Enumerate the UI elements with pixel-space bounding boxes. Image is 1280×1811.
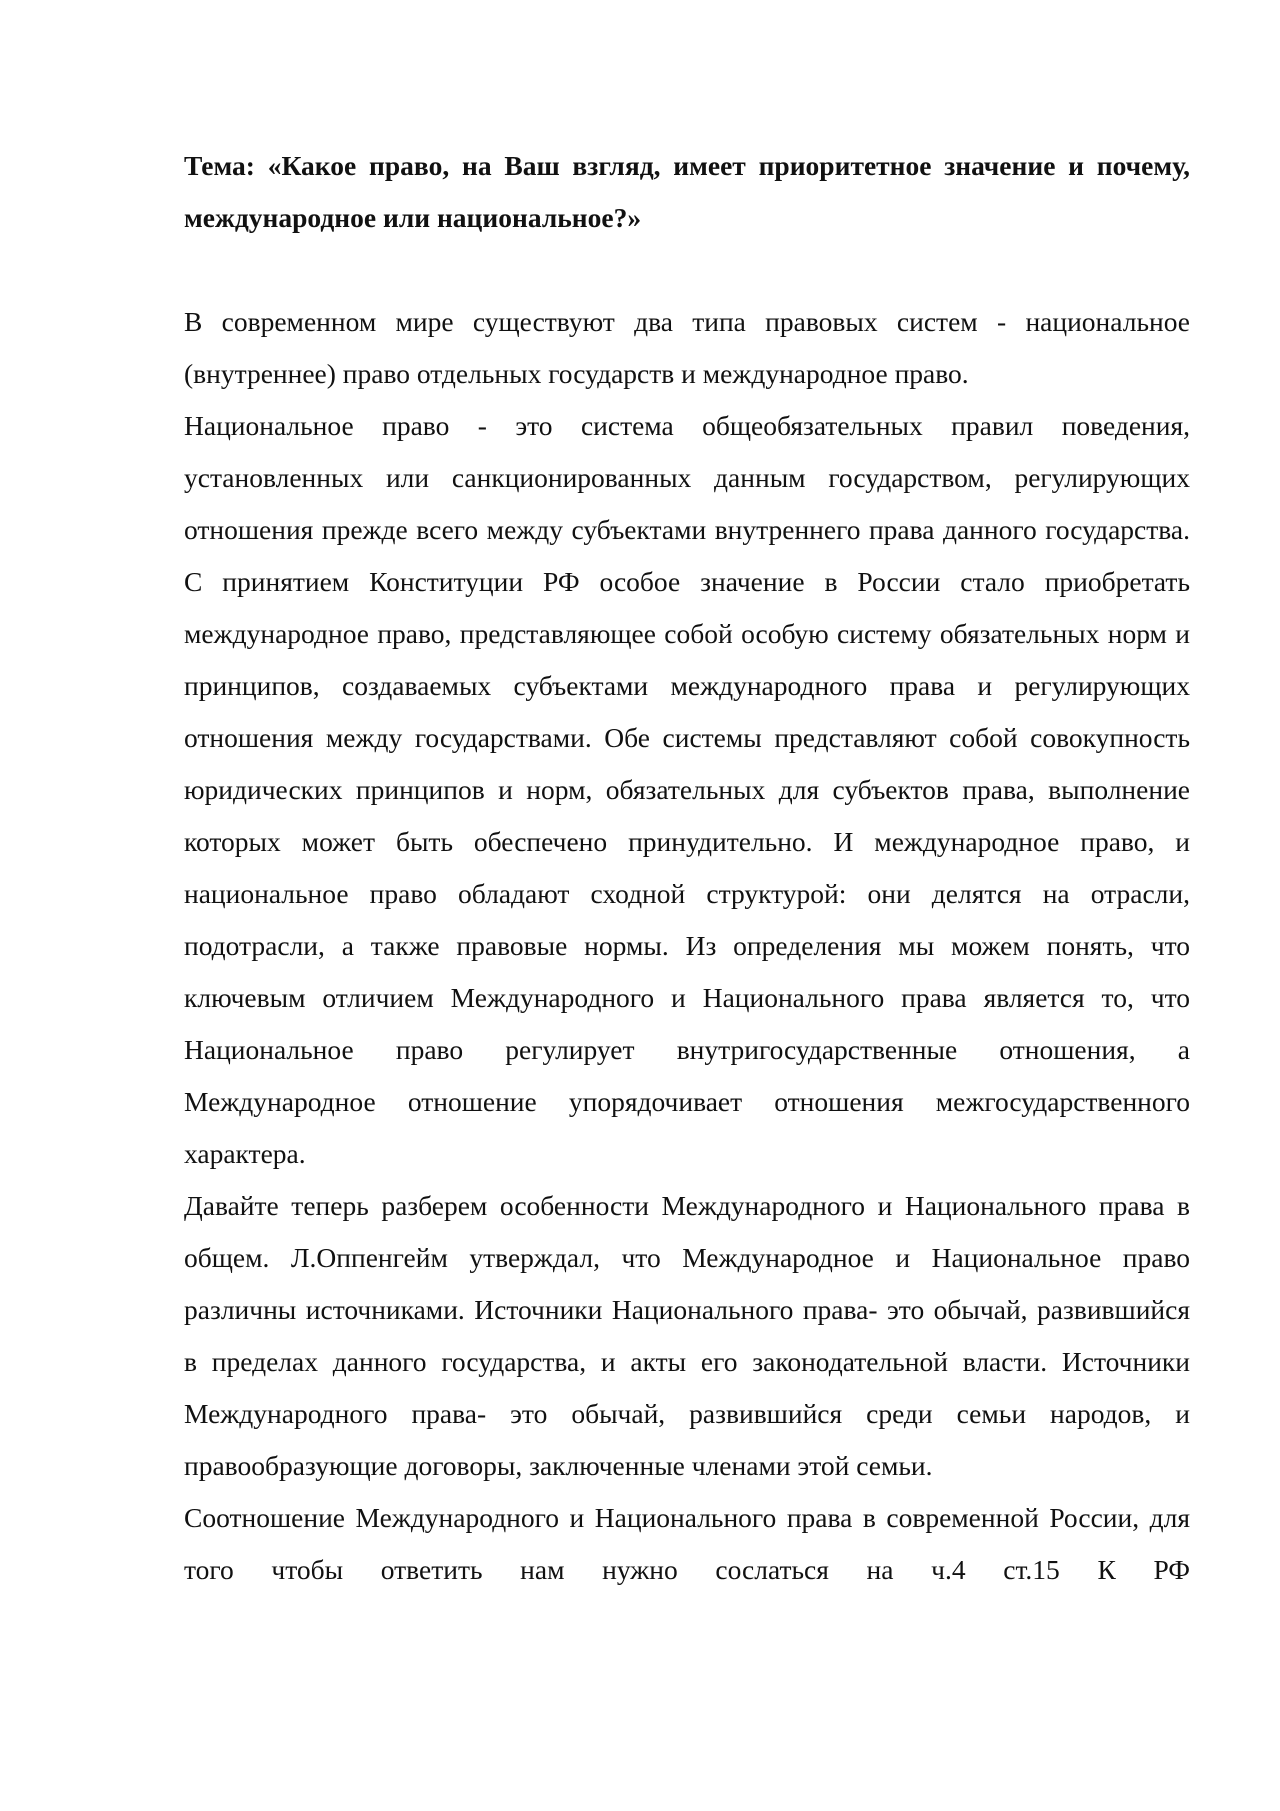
document-title: Тема: «Какое право, на Ваш взгляд, имеет приоритетное значение и почему, международное или национальное?» <box>184 150 1190 233</box>
paragraph-russia-relation: Соотношение Международного и Национального права в современной России, для того чтобы ответить нам нужно сослаться на ч.4 ст.15 К РФ <box>184 1502 1190 1585</box>
document-body <box>184 140 1190 1596</box>
title-spacer <box>184 244 1190 296</box>
paragraph-national-law: Национальное право - это система общеобязательных правил поведения, установленных или санкционированных данным государством, регулирующих отношения прежде всего между субъектами внутреннего права данного государства. С принятием Конституции РФ особое значение в России стало приобретать международное право, представляющее собой особую систему обязательных норм и принципов, создаваемых субъектами международного права и регулирующих отношения между государствами. Обе системы представляют собой совокупность юридических принципов и норм, обязательных для субъектов права, выполнение которых может быть обеспечено принудительно. И международное право, и национальное право обладают сходной структурой: они делятся на отрасли, подотрасли, а также правовые нормы. Из определения мы можем понять, что ключевым отличием Международного и Национального права является то, что Национальное право регулирует внутригосударственные отношения, а Международное отношение упорядочивает отношения межгосударственного характера. <box>184 410 1190 1169</box>
paragraph-oppenheim: Давайте теперь разберем особенности Международного и Национального права в общем. Л.Оппенгейм утверждал, что Международное и Национальное право различны источниками. Источники Национального права- это обычай, развившийся в пределах данного государства, и акты его законодательной власти. Источники Международного права- это обычай, развившийся среди семьи народов, и правообразующие договоры, заключенные членами этой семьи. <box>184 1190 1190 1481</box>
paragraph-intro: В современном мире существуют два типа правовых систем - национальное (внутреннее) право отдельных государств и международное право. <box>184 306 1190 389</box>
